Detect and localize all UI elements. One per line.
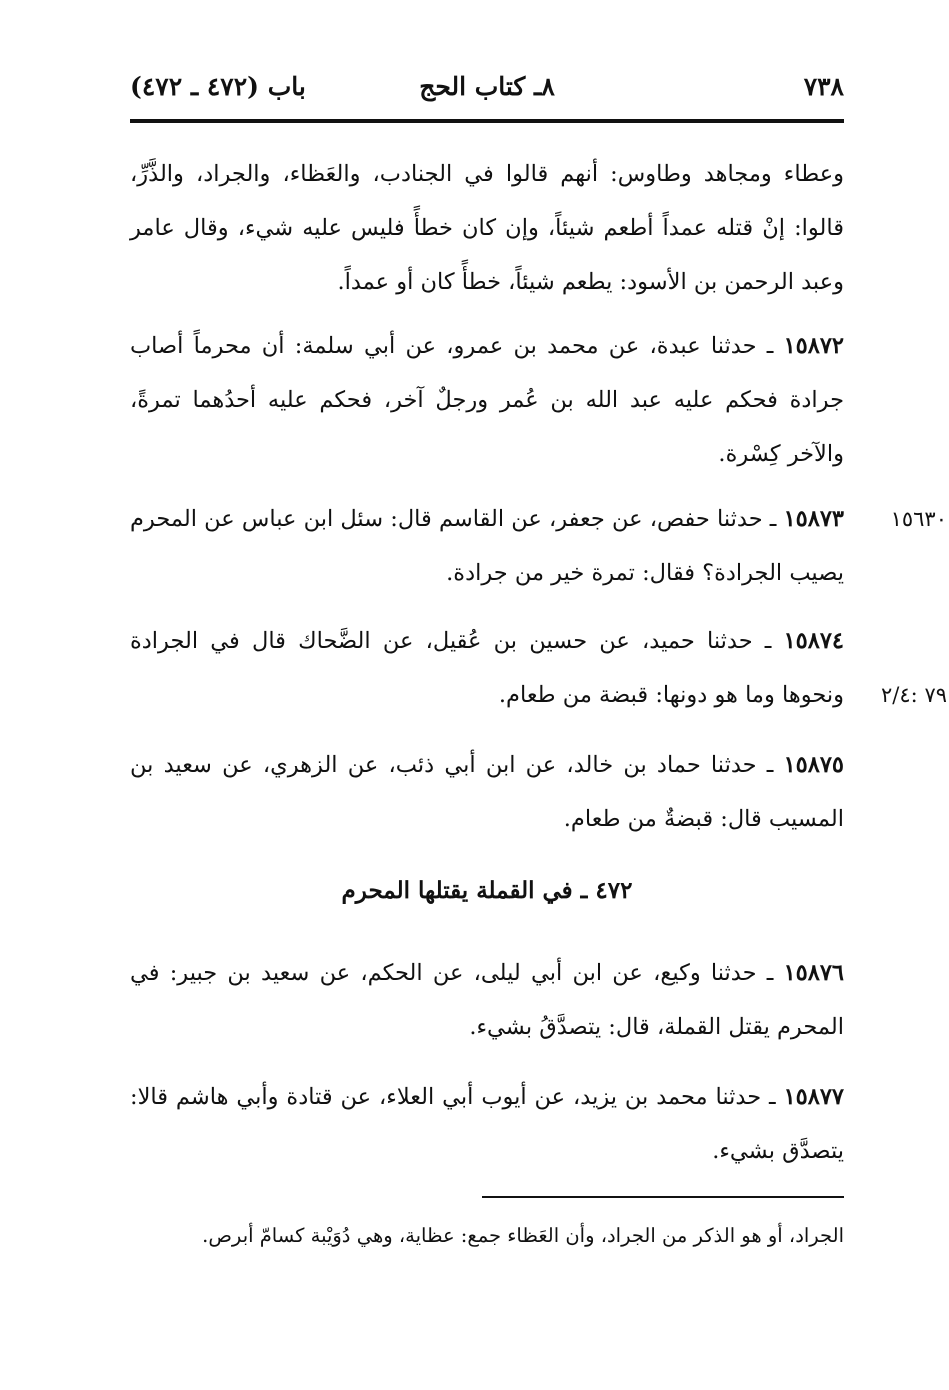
footnote-rule bbox=[482, 1196, 844, 1198]
margin-reference-1: ١٥٦٣٠ bbox=[890, 507, 947, 531]
hadith-15877 bbox=[130, 1070, 844, 1178]
hadith-text: ـ حدثنا حميد، عن حسين بن عُقيل، عن الضَّحاك قال في الجرادة ونحوها وما هو دونها: قبضة من طعام. bbox=[130, 628, 844, 708]
hadith-text: ـ حدثنا محمد بن يزيد، عن أيوب أبي العلاء، عن قتادة وأبي هاشم قالا: يتصدَّق بشيء. bbox=[130, 1084, 844, 1164]
hadith-15872 bbox=[130, 319, 844, 481]
hadith-text: ـ حدثنا وكيع، عن ابن أبي ليلى، عن الحكم، عن سعيد بن جبير: في المحرم يقتل القملة، قال: يتصدَّقُ بشيء. bbox=[130, 960, 844, 1040]
hadith-number: ١٥٨٧٤ bbox=[783, 628, 844, 654]
running-header bbox=[130, 72, 844, 112]
page-number: ٧٣٨ bbox=[803, 72, 844, 101]
margin-reference-2: ٧٩ :٢/٤ bbox=[881, 683, 947, 707]
hadith-number: ١٥٨٧٧ bbox=[783, 1084, 844, 1110]
hadith-15873 bbox=[130, 492, 844, 600]
hadith-15876 bbox=[130, 946, 844, 1054]
paragraph-continuation bbox=[130, 147, 844, 309]
book-title: ٨ـ كتاب الحج bbox=[419, 72, 555, 101]
hadith-number: ١٥٨٧٥ bbox=[783, 752, 844, 778]
hadith-number: ١٥٨٧٦ bbox=[783, 960, 844, 986]
header-rule bbox=[130, 119, 844, 123]
hadith-15875 bbox=[130, 738, 844, 846]
hadith-number: ١٥٨٧٢ bbox=[783, 333, 844, 359]
hadith-text: ـ حدثنا حماد بن خالد، عن ابن أبي ذئب، عن الزهري، عن سعيد بن المسيب قال: قبضةٌ من طعام. bbox=[130, 752, 844, 832]
hadith-text: ـ حدثنا حفص، عن جعفر، عن القاسم قال: سئل ابن عباس عن المحرم يصيب الجرادة؟ فقال: تمرة خير من جرادة. bbox=[130, 506, 844, 586]
chapter-range: باب (٤٧٢ ـ ٤٧٢) bbox=[130, 72, 306, 101]
hadith-number: ١٥٨٧٣ bbox=[783, 506, 844, 532]
section-title: ٤٧٢ ـ في القملة يقتلها المحرم bbox=[341, 877, 633, 904]
hadith-15874 bbox=[130, 614, 844, 722]
footnote: الجراد، أو هو الذكر من الجراد، وأن العَظاء جمع: عظاية، وهي دُوَيْبة كسامّ أبرص. bbox=[202, 1224, 844, 1247]
paragraph-text: وعطاء ومجاهد وطاوس: أنهم قالوا في الجنادب، والعَظاء، والجراد، والذَّرِّ، قالوا: إنْ قتله عمداً أطعم شيئاً، وإن كان خطأً فليس عليه شيء، وقال عامر وعبد الرحمن بن الأسود: يطعم شيئاً، خطأً كان أو عمداً. bbox=[130, 161, 844, 295]
hadith-text: ـ حدثنا عبدة، عن محمد بن عمرو، عن أبي سلمة: أن محرماً أصاب جرادة فحكم عليه عبد الله بن عُمر ورجلٌ آخر، فحكم عليه أحدُهما تمرةً، والآخر كِسْرة. bbox=[130, 333, 844, 467]
